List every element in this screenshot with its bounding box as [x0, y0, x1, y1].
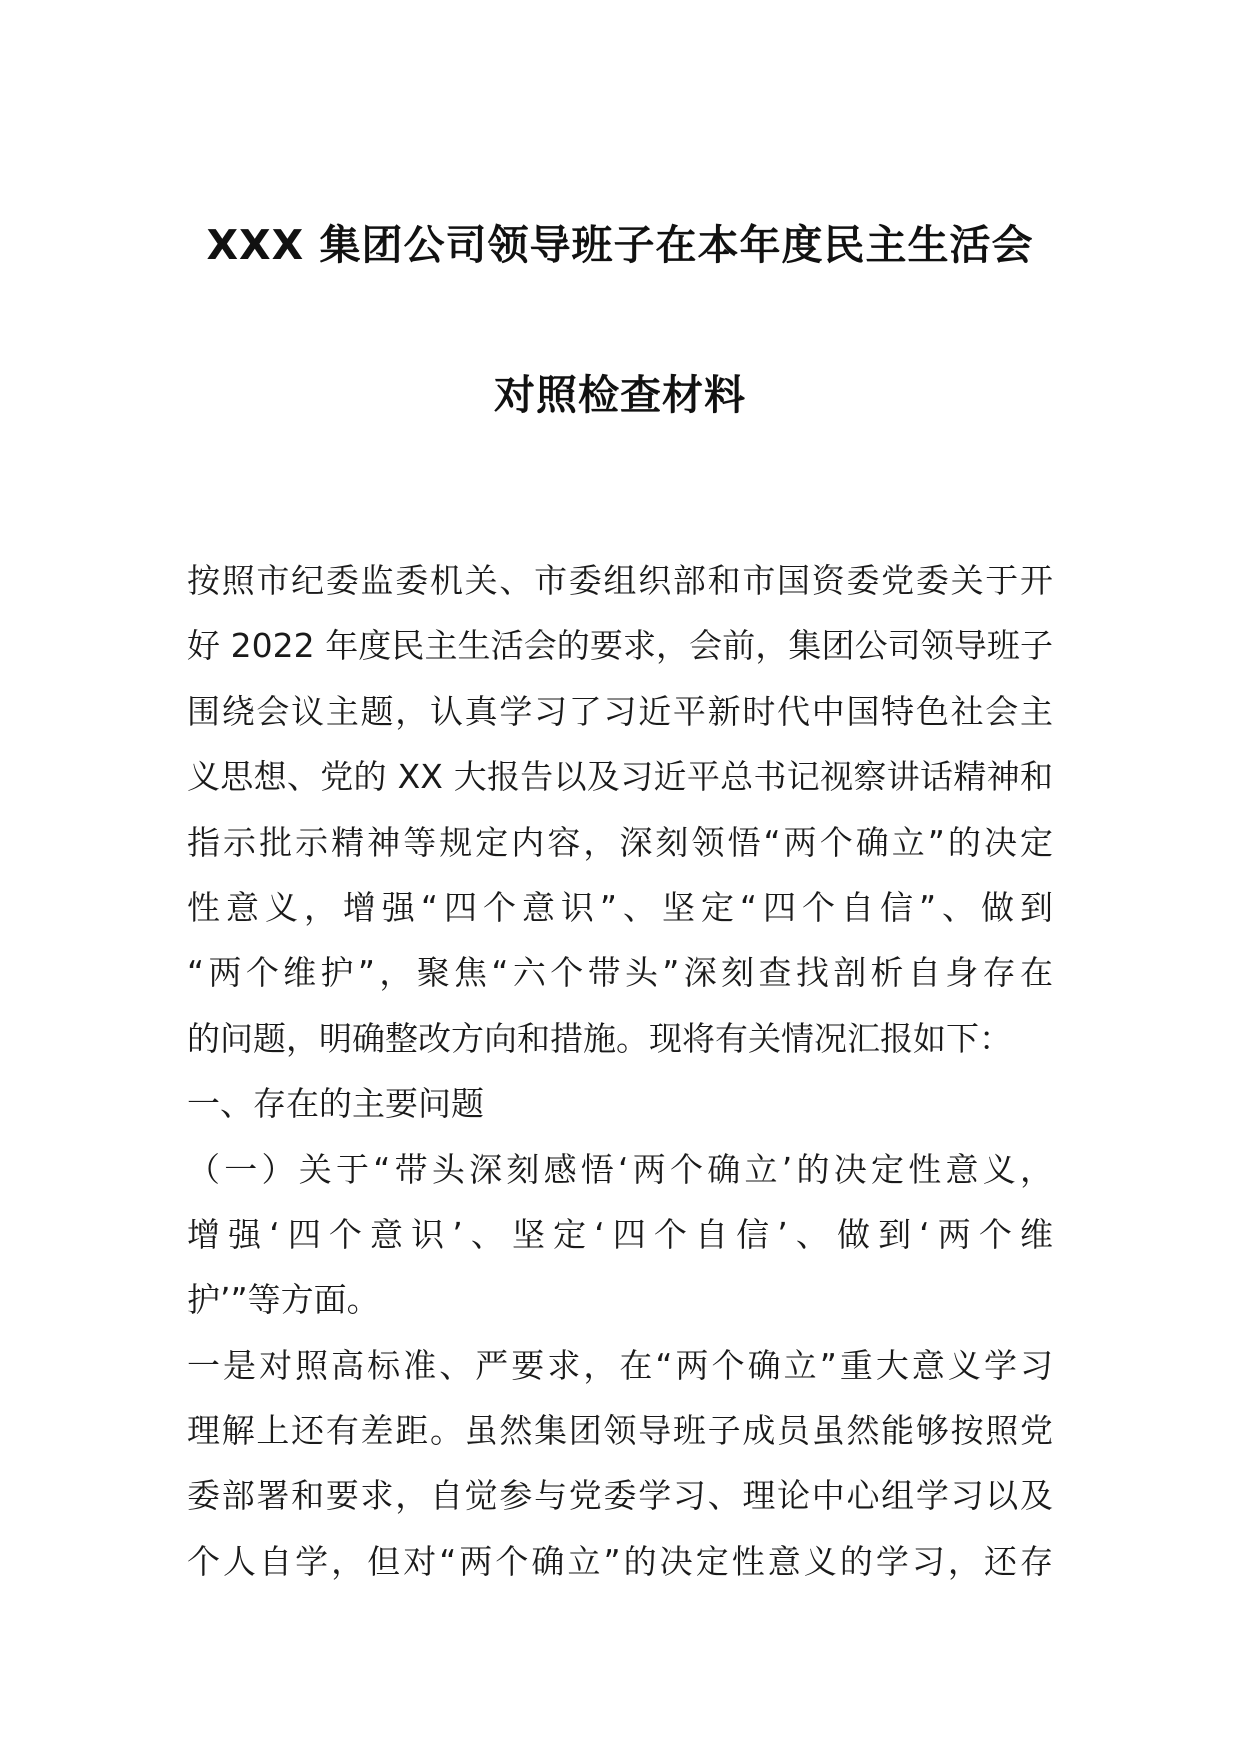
- body-line: 委部署和要求，自觉参与党委学习、理论中心组学习以及: [187, 1476, 1053, 1516]
- subsection-heading-line: 增强‘四个意识’、坚定‘四个自信’、做到‘两个维: [187, 1214, 1053, 1254]
- body-line: 一是对照高标准、严要求，在“两个确立”重大意义学习: [187, 1345, 1053, 1385]
- body-line: 围绕会议主题，认真学习了习近平新时代中国特色社会主: [187, 691, 1053, 731]
- body-line: 指示批示精神等规定内容，深刻领悟“两个确立”的决定: [187, 822, 1053, 862]
- body-line: 好 2022 年度民主生活会的要求，会前，集团公司领导班子: [187, 626, 1053, 666]
- subsection-heading-line: 护’”等方面。: [187, 1280, 380, 1320]
- body-line: “两个维护”，聚焦“六个带头”深刻查找剖析自身存在: [187, 953, 1053, 993]
- section-heading: 一、存在的主要问题: [187, 1084, 484, 1124]
- document-title-line-1: XXX 集团公司领导班子在本年度民主生活会: [206, 221, 1034, 269]
- body-line: 理解上还有差距。虽然集团领导班子成员虽然能够按照党: [187, 1411, 1053, 1451]
- document-title-line-2: 对照检查材料: [494, 371, 746, 419]
- body-line: 性意义，增强“四个意识”、坚定“四个自信”、做到: [187, 887, 1053, 927]
- body-line: 按照市纪委监委机关、市委组织部和市国资委党委关于开: [187, 561, 1053, 600]
- body-line: 个人自学，但对“两个确立”的决定性意义的学习，还存: [187, 1541, 1053, 1581]
- subsection-heading-line: （一）关于“带头深刻感悟‘两个确立’的决定性意义，: [187, 1149, 1053, 1189]
- body-line: 义思想、党的 XX 大报告以及习近平总书记视察讲话精神和: [187, 757, 1053, 797]
- document-body: [187, 548, 1053, 1594]
- body-line: 的问题，明确整改方向和措施。现将有关情况汇报如下：: [187, 1018, 1012, 1058]
